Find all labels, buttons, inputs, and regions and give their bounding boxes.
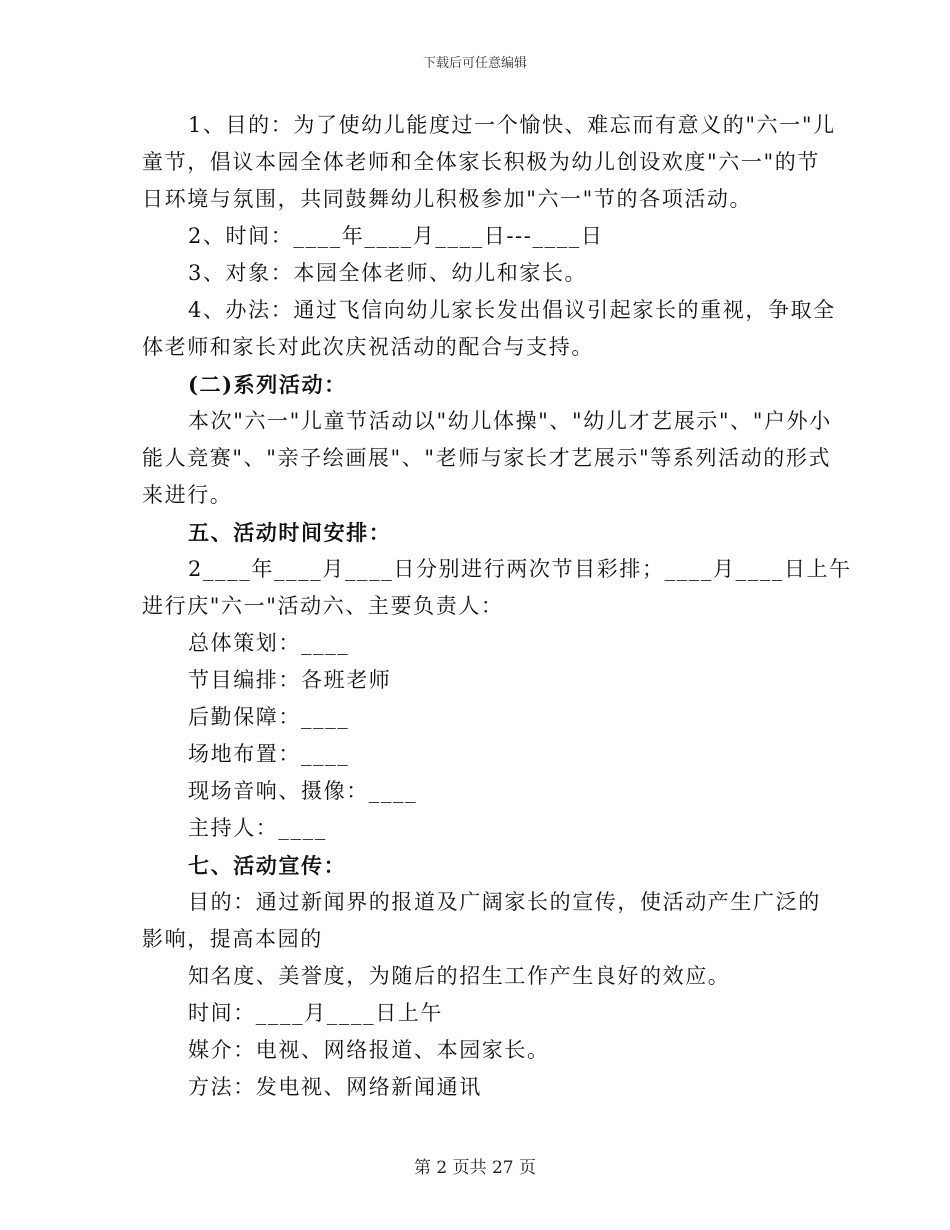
paragraph-line: 现场音响、摄像：____: [188, 779, 418, 803]
paragraph-line: 童节，倡议本园全体老师和全体家长积极为幼儿创设欢度"六一"的节: [142, 150, 820, 174]
paragraph-line: 方法：发电视、网络新闻通讯: [188, 1075, 482, 1099]
paragraph-line: 节目编排：各班老师: [188, 668, 392, 692]
document-body: [142, 107, 852, 1106]
section-heading: 七、活动宣传：: [188, 853, 347, 878]
paragraph-line: 知名度、美誉度，为随后的招生工作产生良好的效应。: [188, 964, 731, 988]
section-heading: 五、活动时间安排：: [188, 520, 392, 545]
paragraph-line: 影响，提高本园的: [142, 927, 323, 951]
paragraph-line: 来进行。: [142, 483, 233, 507]
paragraph-line: 目的：通过新闻界的报道及广阔家长的宣传，使活动产生广泛的: [188, 890, 821, 914]
paragraph-line: 日环境与氛围，共同鼓舞幼儿积极参加"六一"节的各项活动。: [142, 187, 753, 211]
paragraph-line: 后勤保障：____: [188, 705, 350, 729]
paragraph-line: 进行庆"六一"活动六、主要负责人：: [142, 594, 504, 618]
paragraph-line: 场地布置：____: [188, 742, 350, 766]
paragraph-line: 媒介：电视、网络报道、本园家长。: [188, 1038, 550, 1062]
paragraph-line: 能人竞赛"、"亲子绘画展"、"老师与家长才艺展示"等系列活动的形式: [142, 446, 832, 470]
paragraph-line: 时间：____月____日上午: [188, 1001, 443, 1025]
paragraph-line: 2____年____月____日分别进行两次节目彩排；____月____日上午: [188, 557, 852, 581]
paragraph-line: 主持人：____: [188, 816, 327, 840]
paragraph-line: 总体策划：____: [188, 631, 350, 655]
page-footer: 第 2 页共 27 页: [413, 1158, 537, 1178]
paragraph-line: 3、对象：本园全体老师、幼儿和家长。: [188, 261, 588, 285]
paragraph-line: 体老师和家长对此次庆祝活动的配合与支持。: [142, 335, 594, 359]
paragraph-line: 1、目的：为了使幼儿能度过一个愉快、难忘而有意义的"六一"儿: [188, 113, 836, 137]
paragraph-line: 4、办法：通过飞信向幼儿家长发出倡议引起家长的重视，争取全: [188, 298, 836, 322]
page-header: 下载后可任意编辑: [422, 56, 527, 71]
section-heading: (二)系列活动：: [188, 372, 347, 397]
paragraph-line: 本次"六一"儿童节活动以"幼儿体操"、"幼儿才艺展示"、"户外小: [188, 409, 832, 433]
paragraph-line: 2、时间：____年____月____日---____日: [188, 224, 604, 248]
